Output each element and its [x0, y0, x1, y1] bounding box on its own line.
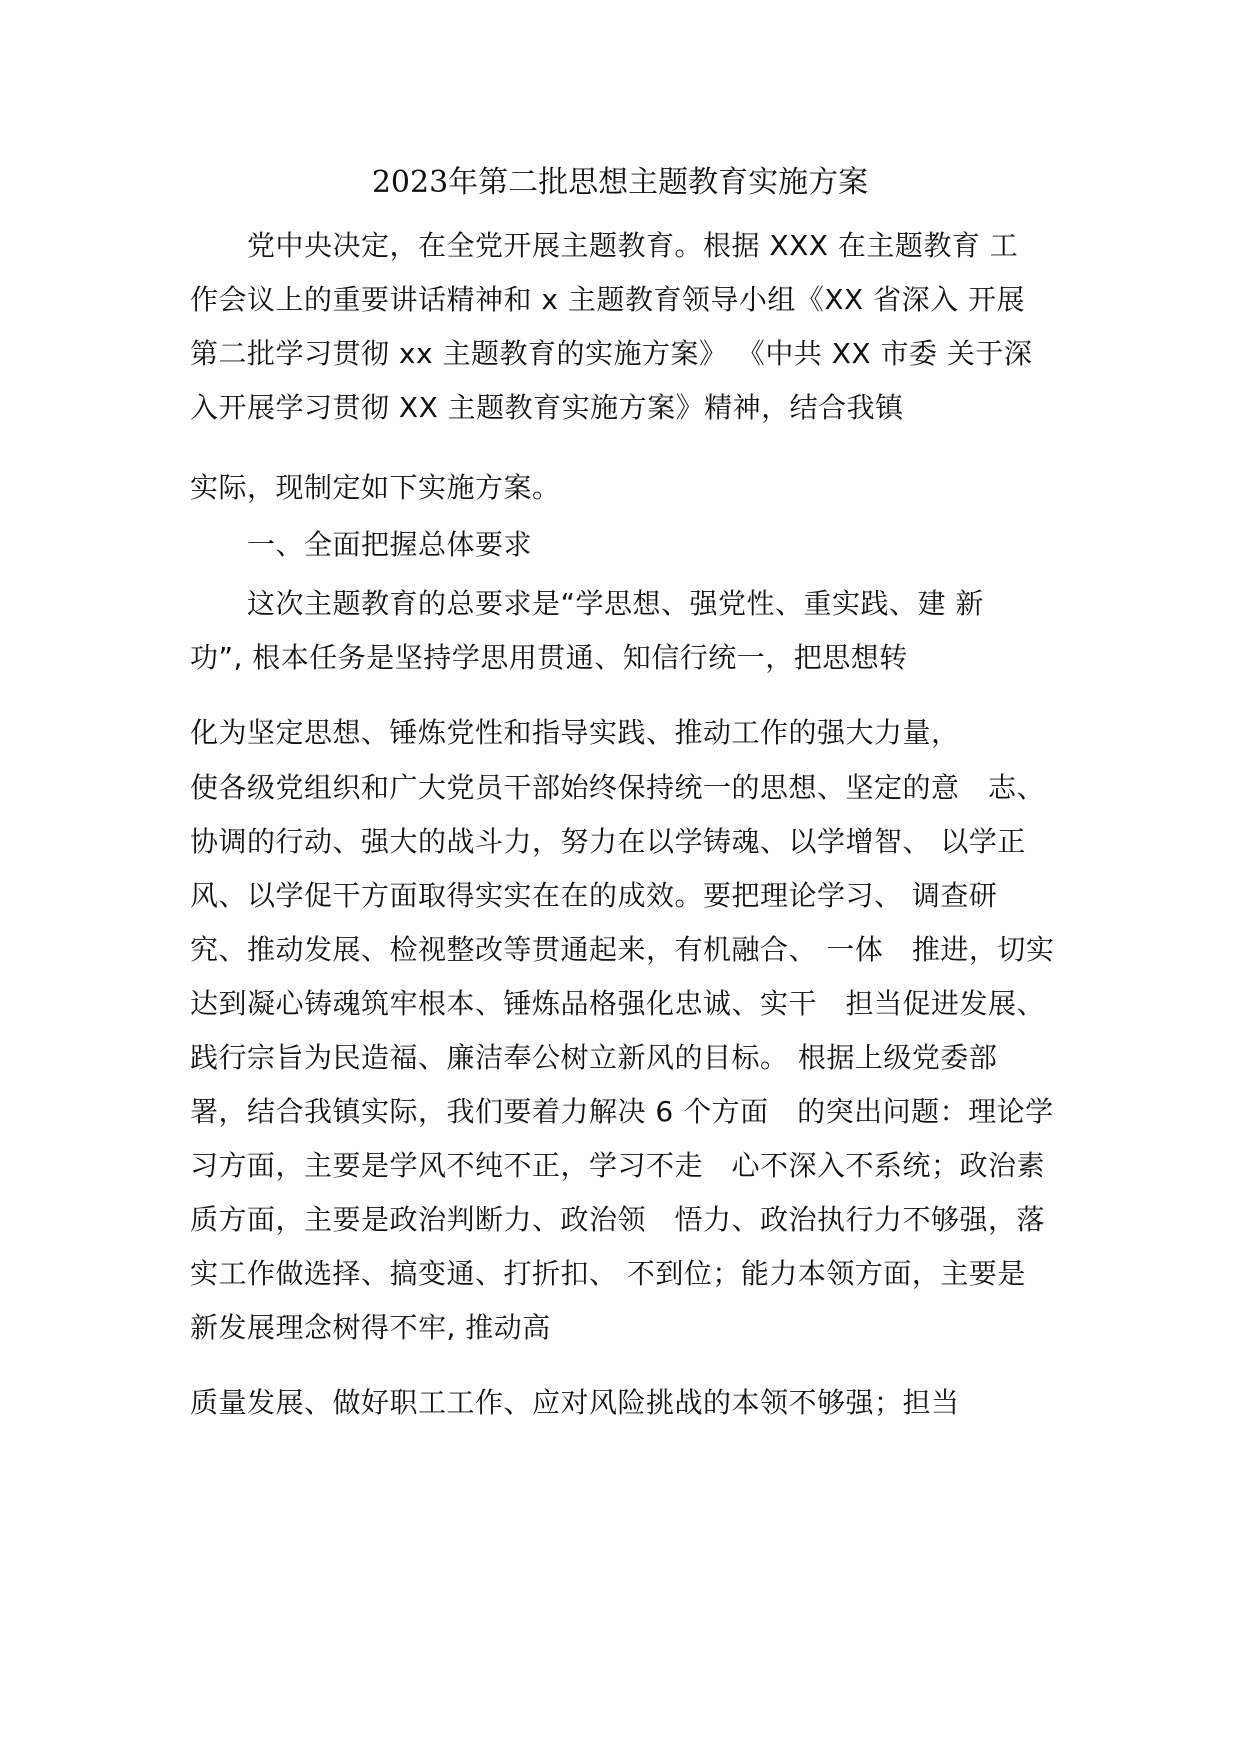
- body-line: 协调的行动、强大的战斗力，努力在以学铸魂、以学增智、 以学正: [190, 825, 1026, 858]
- body-line: 功”, 根本任务是坚持学思用贯通、知信行统一，把思想转: [190, 641, 908, 674]
- body-line: 实际，现制定如下实施方案。: [190, 471, 561, 504]
- body-line: 质量发展、做好职工工作、应对风险挑战的本领不够强；担当: [190, 1386, 960, 1419]
- section-heading: 一、全面把握总体要求: [190, 528, 533, 561]
- body-line: 作会议上的重要讲话精神和 x 主题教育领导小组《XX 省深入 开展: [190, 283, 1026, 316]
- body-line: 党中央决定，在全党开展主题教育。根据 XXX 在主题教育 工: [190, 229, 1019, 262]
- body-line: 新发展理念树得不牢, 推动高: [190, 1311, 551, 1344]
- body-line: 实工作做选择、搞变通、打折扣、 不到位；能力本领方面，主要是: [190, 1257, 1026, 1290]
- body-line: 使各级党组织和广大党员干部始终保持统一的思想、坚定的意 志、: [190, 771, 1046, 804]
- body-line: 化为坚定思想、锤炼党性和指导实践、推动工作的强大力量，: [190, 716, 960, 749]
- body-line: 入开展学习贯彻 XX 主题教育实施方案》精神，结合我镇: [190, 391, 904, 424]
- body-line: 习方面，主要是学风不纯不正，学习不走 心不深入不系统；政治素: [190, 1149, 1046, 1182]
- body-line: 践行宗旨为民造福、廉洁奉公树立新风的目标。 根据上级党委部: [190, 1041, 998, 1074]
- body-line: 质方面，主要是政治判断力、政治领 悟力、政治执行力不够强，落: [190, 1203, 1046, 1236]
- body-line: 这次主题教育的总要求是“学思想、强党性、重实践、建 新: [190, 587, 984, 620]
- body-line: 署，结合我镇实际，我们要着力解决 6 个方面 的突出问题：理论学: [190, 1095, 1054, 1128]
- body-line: 第二批学习贯彻 xx 主题教育的实施方案》 《中共 XX 市委 关于深: [190, 337, 1033, 370]
- document-title: 2023年第二批思想主题教育实施方案: [371, 165, 869, 200]
- body-line: 达到凝心铸魂筑牢根本、锤炼品格强化忠诚、实干 担当促进发展、: [190, 987, 1046, 1020]
- body-line: 风、以学促干方面取得实实在在的成效。要把理论学习、 调查研: [190, 879, 998, 912]
- body-line: 究、推动发展、检视整改等贯通起来，有机融合、 一体 推进，切实: [190, 933, 1055, 966]
